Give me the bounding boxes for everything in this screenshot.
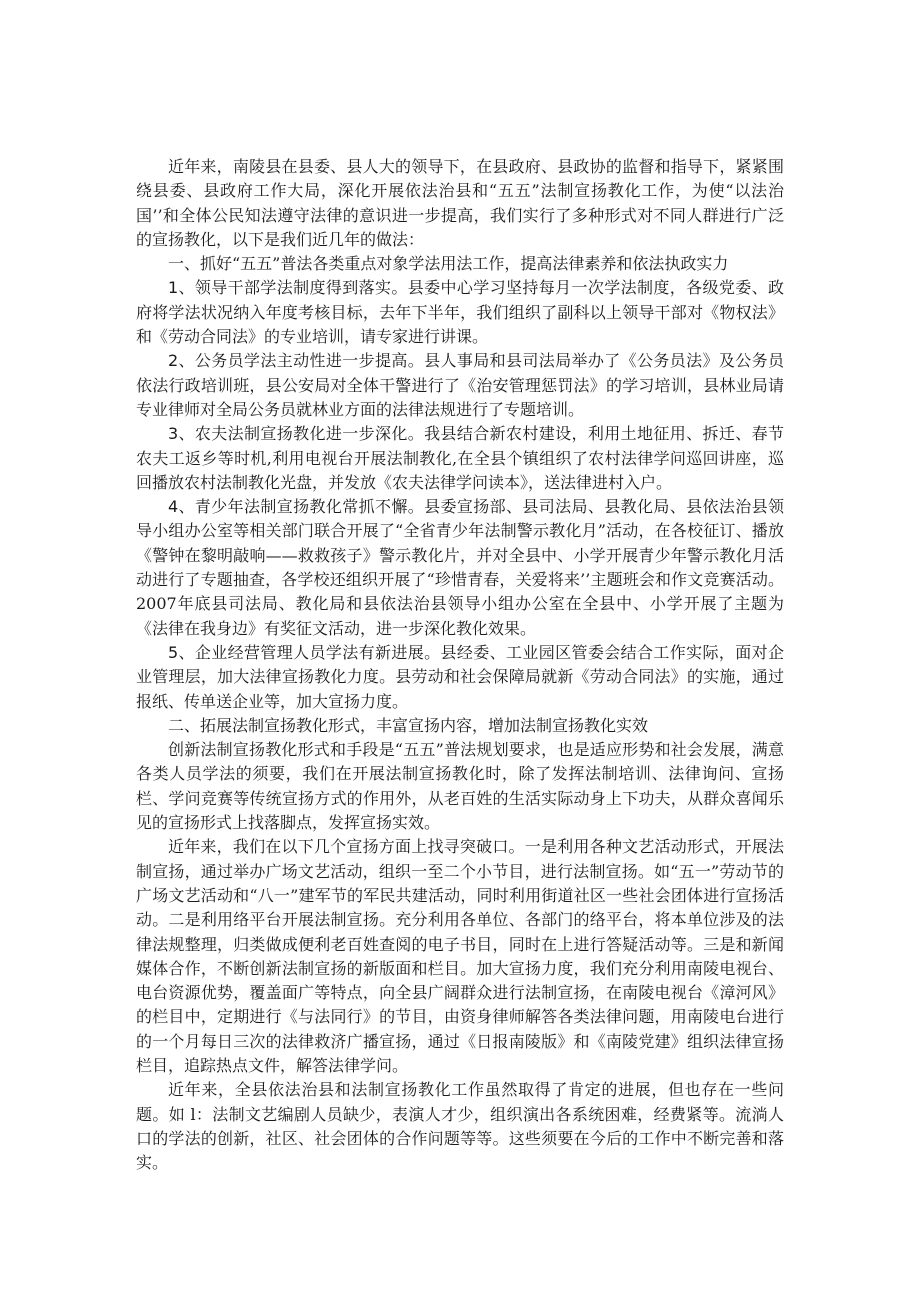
item-text: 、农夫法制宣扬教化进一步深化。我县结合新农村建设，利用土地征用、拆迁、春节农夫工返乡等时机,利用电视台开展法制教化,在全县个镇组织了农村法律学问巡回讲座，巡回播放农村法制教化光盘，并发放《农夫法律学问读本》，送法律进村入户。 bbox=[136, 424, 784, 492]
section-1-heading: 一、抓好“五五”普法各类重点对象学法用法工作，提高法律素养和依法执政实力 bbox=[168, 254, 729, 274]
intro-paragraph: 近年来，南陵县在县委、县人大的领导下，在县政府、县政协的监督和指导下，紧紧围绕县委、县政府工作大局，深化开展依法治县和“五五”法制宣扬教化工作，为使“以法治国’’和全体公民知法遵守法律的意识进一步提高，我们实行了多种形式对不同人群进行广泛的宣扬教化，以下是我们近几年的做法： bbox=[136, 157, 784, 249]
problems-paragraph: 近年来，全县依法治县和法制宣扬教化工作虽然取得了肯定的进展，但也存在一些问题。如 l：法制文艺编剧人员缺少，表演人才少，组织演出各系统困难，经费紧等。流淌人口的学法的创新，社区、社会团体的合作问题等等。这些须要在今后的工作中不断完善和落实。 bbox=[136, 1080, 784, 1173]
item-number: 4 bbox=[168, 497, 179, 517]
list-item bbox=[136, 349, 784, 422]
list-item bbox=[136, 276, 784, 349]
list-item bbox=[136, 422, 784, 495]
item-number: 5 bbox=[168, 642, 179, 662]
item-number: 2 bbox=[168, 351, 179, 371]
item-text: 、领导干部学法制度得到落实。县委中心学习坚持每月一次学法制度，各级党委、政府将学法状况纳入年度考核目标，去年下半年，我们组织了副科以上领导干部对《物权法》和《劳动合同法》的专业培训，请专家进行讲课。 bbox=[136, 278, 784, 347]
item-number: 1 bbox=[168, 278, 179, 298]
list-item bbox=[136, 641, 784, 714]
innovation-paragraph: 创新法制宣扬教化形式和手段是“五五”普法规划要求，也是适应形势和社会发展，满意各类人员学法的须要，我们在开展法制宣扬教化时，除了发挥法制培训、法律询问、宣扬栏、学问竞赛等传统宣扬方式的作用外，从老百姓的生活实际动身上下功夫，从群众喜闻乐见的宣扬形式上找落脚点，发挥宣扬实效。 bbox=[136, 740, 784, 833]
item-text: 、企业经营管理人员学法有新进展。县经委、工业园区管委会结合工作实际，面对企业管理层，加大法律宣扬教化力度。县劳动和社会保障局就新《劳动合同法》的实施，通过报纸、传单送企业等，加大宣扬力度。 bbox=[136, 642, 784, 711]
item-text: 、公务员学法主动性进一步提高。县人事局和县司法局举办了《公务员法》及公务员依法行政培训班，县公安局对全体干警进行了《治安管理惩罚法》的学习培训，县林业局请专业律师对全局公务员就林业方面的法律法规进行了专题培训。 bbox=[136, 351, 784, 419]
item-number: 3 bbox=[168, 424, 179, 444]
section-2-heading: 二、拓展法制宣扬教化形式，丰富宣扬内容，增加法制宣扬教化实效 bbox=[168, 715, 649, 735]
breakthrough-paragraph: 近年来，我们在以下几个宣扬方面上找寻突破口。一是利用各种文艺活动形式，开展法制宣扬，通过举办广场文艺活动，组织一至二个小节目，进行法制宣扬。如“五一”劳动节的广场文艺活动和“八一”建军节的军民共建活动，同时利用街道社区一些社会团体进行宣扬活动。二是利用络平台开展法制宣扬。充分利用各单位、各部门的络平台，将本单位涉及的法律法规整理，归类做成便利老百姓查阅的电子书目，同时在上进行答疑活动等。三是和新闻媒体合作，不断创新法制宣扬的新版面和栏目。加大宣扬力度，我们充分利用南陵电视台、电台资源优势，覆盖面广等特点，向全县广阔群众进行法制宣扬，在南陵电视台《漳河风》的栏目中，定期进行《与法同行》的节目，由资身律师解答各类法律问题，用南陵电台进行的一个月每日三次的法律救济广播宣扬，通过《日报南陵版》和《南陵党建》组织法律宣扬栏目，追踪热点文件，解答法律学问。 bbox=[136, 837, 784, 1075]
item-text: 、青少年法制宣扬教化常抓不懈。县委宣扬部、县司法局、县教化局、县依法治县领导小组办公室等相关部门联合开展了“全省青少年法制警示教化月”活动，在各校征订、播放《警钟在黎明敲响——救救孩子》警示教化片，并对全县中、小学开展青少年警示教化月活动进行了专题抽查，各学校还组织开展了“珍惜青春，关爱将来’’主题班会和作文竞赛活动。2007年底县司法局、教化局和县依法治县领导小组办公室在全县中、小学开展了主题为《法律在我身边》有奖征文活动，进一步深化教化效果。 bbox=[136, 497, 784, 638]
list-item bbox=[136, 495, 784, 641]
document-body bbox=[136, 155, 784, 1175]
